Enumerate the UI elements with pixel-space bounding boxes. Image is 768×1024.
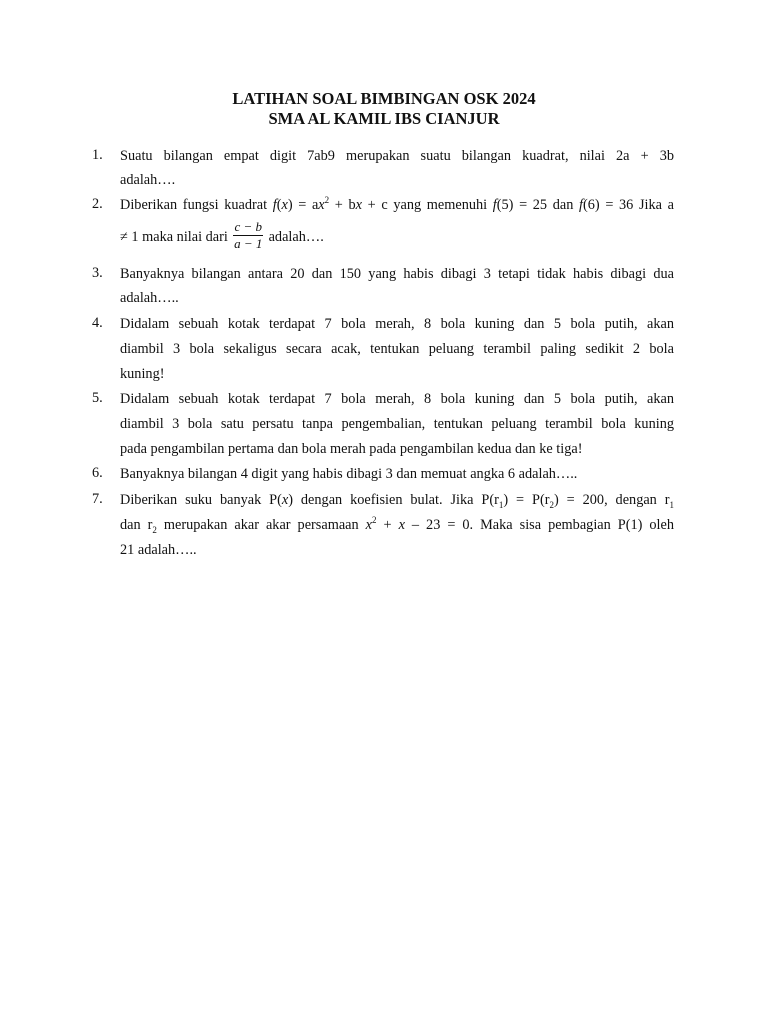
question-number: 6.	[92, 465, 103, 481]
document-title: LATIHAN SOAL BIMBINGAN OSK 2024	[232, 89, 536, 108]
question-text: Banyaknya bilangan 4 digit yang habis dibagi 3 dan memuat angka 6 adalah…..	[120, 466, 578, 482]
question-text: pada pengambilan pertama dan bola merah pada pengambilan kedua dan ke tiga!	[120, 441, 583, 457]
question-number: 5.	[92, 390, 103, 406]
question-text: adalah….	[120, 172, 176, 188]
question-text: 21 adalah…..	[120, 542, 197, 558]
fraction-denominator: a − 1	[234, 236, 263, 252]
question-text: kuning!	[120, 366, 165, 382]
question-text: adalah…..	[120, 290, 179, 306]
question-text: dan $r_2$ merupakan akar akar persamaan $x^2 + x - 23 = 0$. Maka sisa pembagian P(1) oleh	[120, 515, 674, 535]
question-text: diambil 3 bola sekaligus secara acak, tentukan peluang terambil paling sedikit 2 bola	[120, 341, 674, 357]
question-text: Diberikan fungsi kuadrat $f(x) = ax^2$ + bx + c yang memenuhi f(5) = 25 dan f(6) = 36 Jika a	[120, 195, 674, 213]
document-subtitle: SMA AL KAMIL IBS CIANJUR	[268, 109, 500, 128]
question-text: Suatu bilangan empat digit 7ab9 merupakan suatu bilangan kuadrat, nilai 2a + 3b	[120, 148, 674, 164]
question-number: 7.	[92, 491, 103, 507]
question-number: 2.	[92, 196, 103, 212]
question-text: Didalam sebuah kotak terdapat 7 bola merah, 8 bola kuning dan 5 bola putih, akan	[120, 391, 674, 407]
question-text: Diberikan suku banyak P(x) dengan koefisien bulat. Jika $P(r_1) = P(r_2) = 200$, dengan $r_1$	[120, 492, 674, 510]
question-number: 4.	[92, 315, 103, 331]
question-number: 1.	[92, 147, 103, 163]
question-text: Didalam sebuah kotak terdapat 7 bola merah, 8 bola kuning dan 5 bola putih, akan	[120, 316, 674, 332]
fraction-numerator: c − b	[234, 219, 263, 235]
question-text: Banyaknya bilangan antara 20 dan 150 yang habis dibagi 3 tetapi tidak habis dibagi dua	[120, 266, 674, 282]
fraction	[233, 220, 263, 251]
question-text: diambil 3 bola satu persatu tanpa pengembalian, tentukan peluang terambil bola kuning	[120, 416, 674, 432]
question-number: 3.	[92, 265, 103, 281]
question-text: ≠ 1 maka nilai dari $\frac{c - b}{a - 1}$ adalah….	[120, 219, 324, 252]
